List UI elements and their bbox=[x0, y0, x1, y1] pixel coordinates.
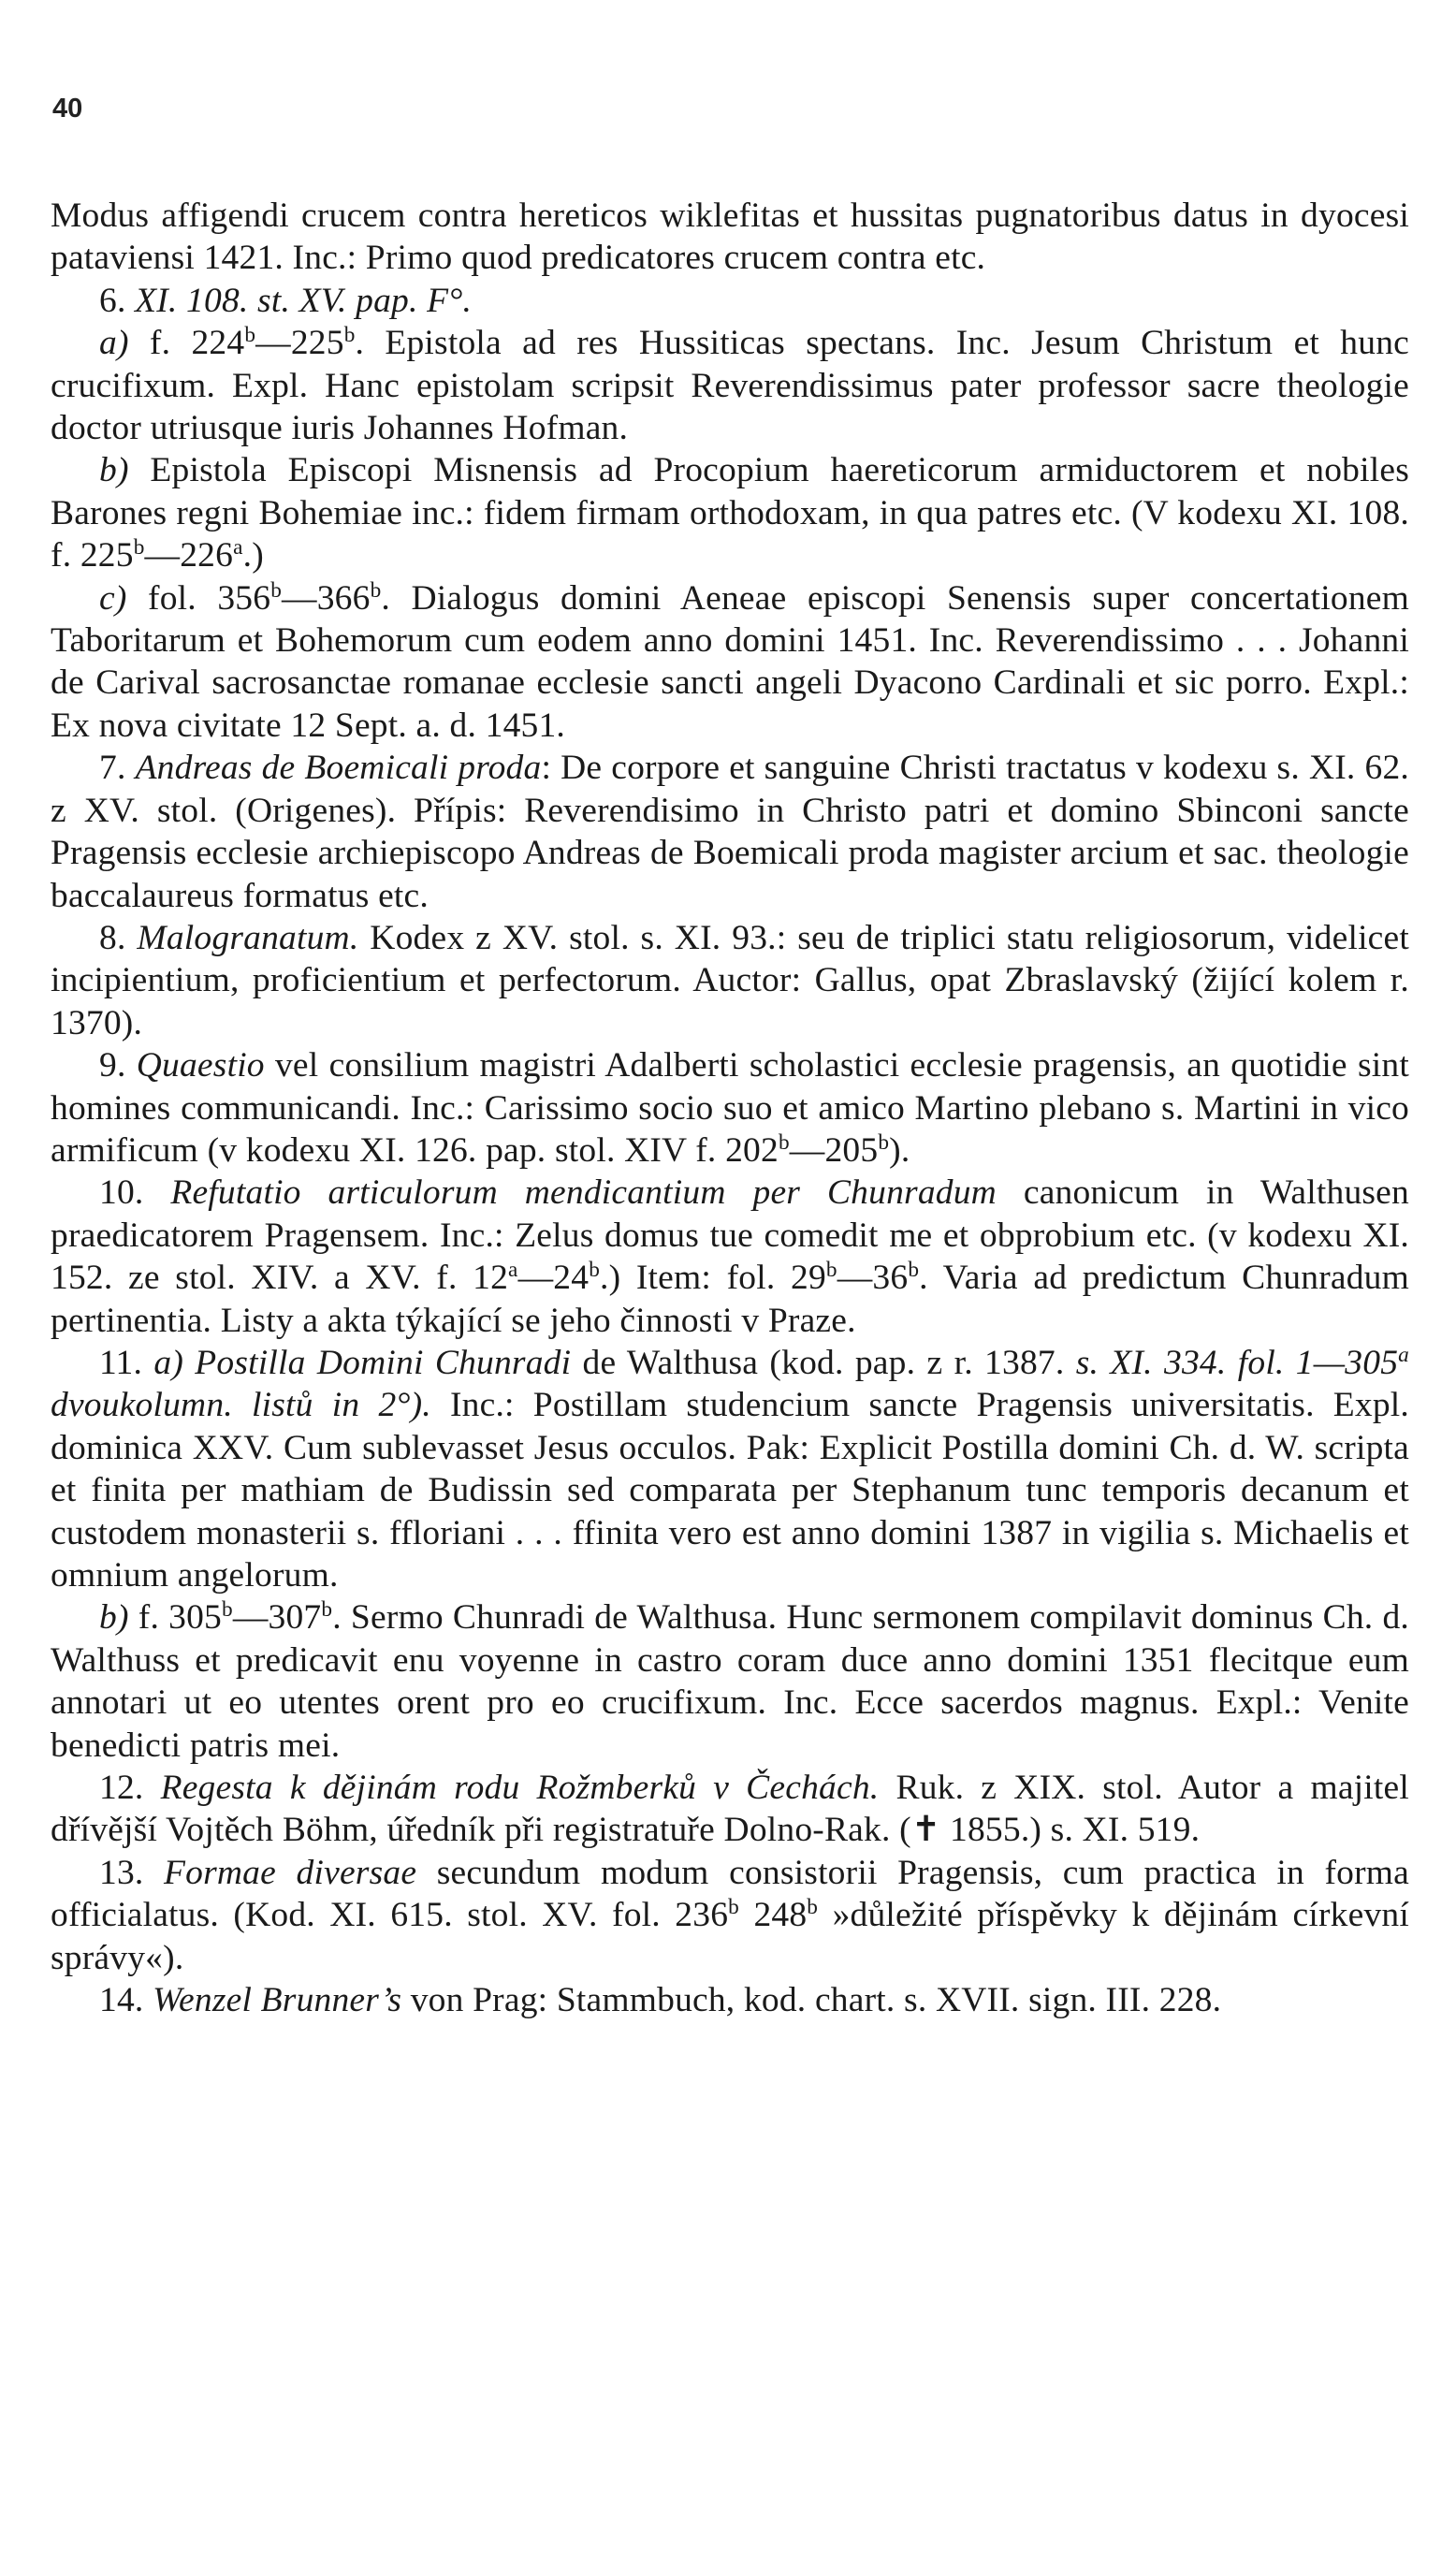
text-run: 248 bbox=[738, 1896, 808, 1935]
text-run: Kodex z XV. stol. s. XI. 93.: seu de triplici statu religiosorum, videlicet incipientium, proficientium et perfectorum. Auctor: Gallus, opat Zbraslavský (žijící kolem r. 1370). bbox=[51, 918, 1409, 1042]
text-run: von Prag: Stammbuch, kod. chart. s. XVII. sign. III. 228. bbox=[401, 1981, 1222, 2020]
superscript-text: a bbox=[1398, 1343, 1409, 1368]
entry-paragraph bbox=[51, 1172, 1409, 1342]
text-run: . Dialogus domini Aeneae episcopi Senensis super concertationem Taboritarum et Bohemorum cum eodem anno domini 1451. Inc. Reverendissimo . . . Johanni de Carival sacrosanctae romanae ecclesie sancti angeli Dyacono Cardinali et sic porro. Expl.: Ex nova civitate 12 Sept. a. d. 1451. bbox=[51, 578, 1409, 745]
superscript-mark: b bbox=[728, 1895, 739, 1920]
entry-paragraph bbox=[51, 1342, 1409, 1596]
text-run: 6. bbox=[99, 281, 136, 320]
text-run: 12. bbox=[99, 1769, 161, 1808]
text-run: 14. bbox=[99, 1981, 153, 2020]
text-run: de Walthusa (kod. pap. z r. 1387. bbox=[571, 1343, 1076, 1382]
superscript-mark: b bbox=[343, 323, 356, 348]
entry-heading bbox=[51, 280, 1409, 322]
entry-paragraph bbox=[51, 577, 1409, 748]
italic-text: XI. 108. st. XV. pap. F°. bbox=[135, 281, 473, 320]
text-run: secundum modum consistorii Pragensis, cum practica in forma officialatus. (Kod. XI. 615. stol. XV. fol. 236 bbox=[51, 1853, 1410, 1935]
italic-text: Andreas de Boemicali proda bbox=[135, 749, 542, 788]
italic-text: a) Postilla Domini Chunradi bbox=[153, 1343, 572, 1382]
entry-paragraph bbox=[51, 1044, 1409, 1172]
italic-text: Refutatio articulorum mendicantium per Chunradum bbox=[170, 1173, 997, 1213]
italic-text: Formae diversae bbox=[164, 1853, 417, 1892]
entry-paragraph bbox=[51, 917, 1409, 1044]
italic-text: Regesta k dějinám rodu Rožmberků v Čechách. bbox=[160, 1769, 880, 1808]
text-run: —24 bbox=[517, 1259, 590, 1298]
text-run: 9. bbox=[99, 1046, 137, 1085]
text-run: »důležité příspěvky k dějinám církevní správy«). bbox=[51, 1896, 1409, 1977]
entry-paragraph bbox=[51, 322, 1409, 449]
entry-paragraph bbox=[51, 1767, 1409, 1852]
entry-paragraph bbox=[51, 747, 1409, 917]
page-number: 40 bbox=[52, 94, 83, 124]
superscript-mark: b bbox=[589, 1258, 601, 1283]
text-run: 10. bbox=[99, 1173, 171, 1213]
superscript-mark: b bbox=[878, 1130, 890, 1156]
text-run: Modus affigendi crucem contra hereticos wiklefitas et hussitas pugnatoribus datus in dyocesi pataviensi 1421. Inc.: Primo quod predicatores crucem contra etc. bbox=[51, 197, 1409, 278]
superscript-mark: b bbox=[908, 1258, 920, 1283]
text-run: fol. 356 bbox=[126, 578, 271, 618]
text-run: —226 bbox=[144, 536, 234, 575]
superscript-mark: b bbox=[370, 577, 382, 603]
superscript-mark: b bbox=[270, 577, 283, 603]
text-run: 8. bbox=[99, 918, 138, 957]
text-run: .) Item: fol. 29 bbox=[600, 1259, 826, 1298]
text-run: 13. bbox=[99, 1853, 165, 1892]
italic-text: a) bbox=[99, 324, 129, 363]
text-run: —366 bbox=[282, 578, 371, 618]
text-run: 7. bbox=[99, 749, 136, 788]
superscript-mark: b bbox=[807, 1895, 819, 1920]
text-run: 11. bbox=[99, 1343, 154, 1382]
superscript-mark: a bbox=[508, 1258, 518, 1283]
entry-paragraph bbox=[51, 195, 1409, 280]
italic-text: b) bbox=[99, 451, 129, 490]
text-run: —205 bbox=[789, 1130, 879, 1170]
italic-text: dvoukolumn. listů in 2°). bbox=[51, 1386, 431, 1425]
superscript-mark: b bbox=[222, 1597, 233, 1623]
text-run: Inc.: Postillam studencium sancte Pragensis universitatis. Expl. dominica XXV. Cum sublevasset Jesus occulos. Pak: Explicit Postilla domini Ch. d. W. scripta et finita per mathiam de Budissin sed comparata per Stephanum tunc temporis decanum et custodem monasterii s. ffloriani . . . ffinita vero est anno domini 1387 in vigilia s. Michaelis et omnium angelorum. bbox=[51, 1386, 1409, 1595]
entry-paragraph bbox=[51, 449, 1409, 576]
text-run: Ruk. z XIX. stol. Autor a majitel dřívější Vojtěch Böhm, úředník při registratuře Dolno-Rak. (✝ 1855.) s. XI. 519. bbox=[51, 1769, 1409, 1850]
italic-text: Quaestio bbox=[136, 1046, 265, 1085]
superscript-mark: b bbox=[778, 1130, 790, 1156]
text-run: : De corpore et sanguine Christi tractatus v kodexu s. XI. 62. z XV. stol. (Origenes). Přípis: Reverendisimo in Christo patri et domino Sbinconi sancte Pragensis ecclesie archiepiscopo Andreas de Boemicali proda magister arcium et sac. theologie baccalaureus formatus etc. bbox=[51, 749, 1409, 915]
superscript-mark bbox=[1398, 1343, 1409, 1367]
text-run: f. 305 bbox=[128, 1598, 222, 1638]
italic-text: Malogranatum. bbox=[137, 918, 359, 957]
entry-paragraph bbox=[51, 1979, 1409, 2021]
text-run: f. 224 bbox=[128, 324, 245, 363]
text-run: . Epistola ad res Hussiticas spectans. Inc. Jesum Christum et hunc crucifixum. Expl. Hanc epistolam scripsit Reverendissimus pater professor sacre theologie doctor utriusque iuris Johannes Hofman. bbox=[51, 324, 1410, 448]
italic-text: c) bbox=[99, 578, 127, 618]
text-run: ). bbox=[889, 1130, 910, 1170]
text-run: . Varia ad predictum Chunradum pertinentia. Listy a akta týkající se jeho činnosti v Praze. bbox=[51, 1259, 1410, 1340]
text-run: —307 bbox=[232, 1598, 322, 1638]
text-run: vel consilium magistri Adalberti scholastici ecclesie pragensis, an quotidie sint homines communicandi. Inc.: Carissimo socio suo et amico Martino plebano s. Martini in vico armificum (v kodexu XI. 126. pap. stol. XIV f. 202 bbox=[51, 1046, 1409, 1170]
text-run: . Sermo Chunradi de Walthusa. Hunc sermonem compilavit dominus Ch. d. Walthuss et predicavit enu voyenne in castro coram duce anno domini 1351 flecitque eum annotari ut eo utentes orent pro eo crucifixum. Inc. Ecce sacerdos magnus. Expl.: Venite benedicti patris mei. bbox=[51, 1598, 1410, 1765]
text-run: Epistola Episcopi Misnensis ad Procopium haereticorum armiductorem et nobiles Barones regni Bohemiae inc.: fidem firmam orthodoxam, in qua patres etc. (V kodexu XI. 108. f. 225 bbox=[51, 451, 1409, 575]
superscript-mark: b bbox=[321, 1597, 333, 1623]
superscript-mark: b bbox=[825, 1258, 837, 1283]
italic-text: Wenzel Brunner’s bbox=[153, 1981, 402, 2020]
catalog-text bbox=[51, 195, 1409, 2021]
italic-text: b) bbox=[99, 1598, 129, 1638]
superscript-mark: b bbox=[244, 323, 256, 348]
entry-paragraph bbox=[51, 1852, 1409, 1979]
text-run: —36 bbox=[837, 1259, 909, 1298]
text-run: —225 bbox=[255, 324, 344, 363]
text-run: .) bbox=[242, 536, 264, 575]
italic-text: s. XI. 334. fol. 1—305 bbox=[1075, 1343, 1399, 1382]
text-run: canonicum in Walthusen praedicatorem Pragensem. Inc.: Zelus domus tue comedit me et obprobium etc. (v kodexu XI. 152. ze stol. XIV. a XV. f. 12 bbox=[51, 1173, 1409, 1298]
superscript-mark: a bbox=[233, 535, 243, 561]
entry-paragraph bbox=[51, 1596, 1409, 1767]
superscript-mark: b bbox=[133, 535, 145, 561]
